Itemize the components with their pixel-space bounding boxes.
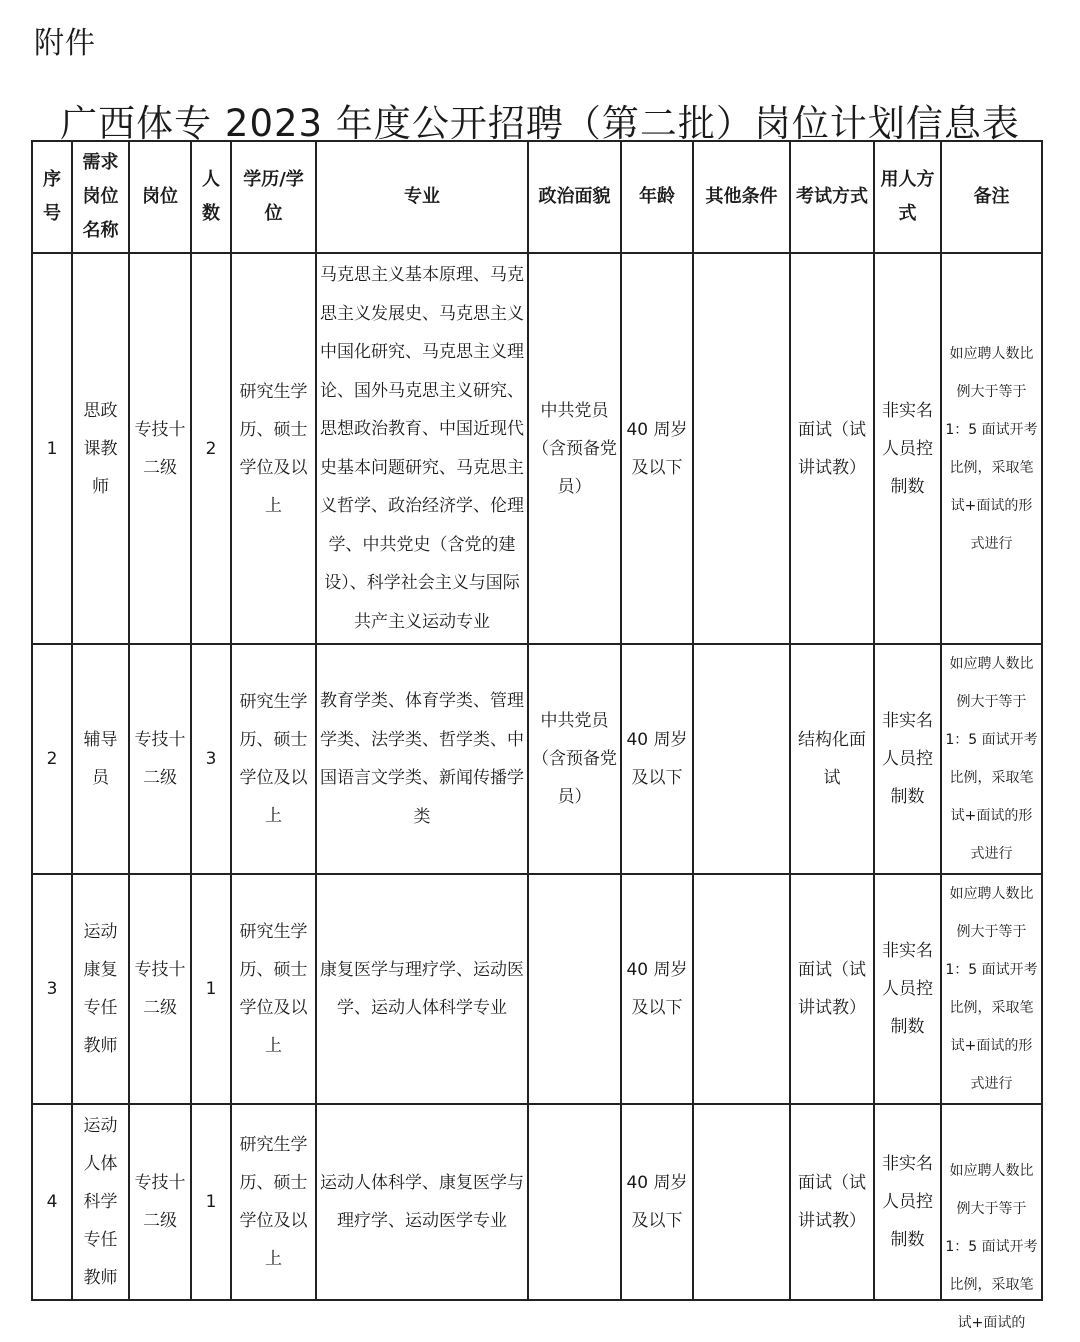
header-exam: 考试方式 <box>790 141 874 253</box>
cell-employment: 非实名人员控制数 <box>874 644 941 874</box>
cell-employment: 非实名人员控制数 <box>874 874 941 1104</box>
cell-post-name: 运动人体科学专任教师 <box>72 1104 129 1300</box>
cell-education: 研究生学历、硕士学位及以上 <box>231 644 316 874</box>
cell-seq: 1 <box>32 253 72 644</box>
header-politics: 政治面貌 <box>528 141 621 253</box>
header-seq: 序号 <box>32 141 72 253</box>
table-row <box>32 1104 1042 1300</box>
cell-post: 专技十二级 <box>129 874 191 1104</box>
cell-age: 40 周岁及以下 <box>621 1104 693 1300</box>
remark-text: 如应聘人数比例大于等于 1：5 面试开考比例，采取笔试+面试的 <box>945 1162 1038 1331</box>
header-post-name: 需求岗位名称 <box>72 141 129 253</box>
cell-politics <box>528 1104 621 1300</box>
cell-seq: 4 <box>32 1104 72 1300</box>
cell-other <box>693 644 790 874</box>
cell-seq: 3 <box>32 874 72 1104</box>
cell-politics: 中共党员（含预备党员） <box>528 253 621 644</box>
cell-exam: 面试（试讲试教） <box>790 1104 874 1300</box>
cell-exam: 结构化面试 <box>790 644 874 874</box>
cell-seq: 2 <box>32 644 72 874</box>
cell-count: 3 <box>191 644 231 874</box>
cell-post: 专技十二级 <box>129 644 191 874</box>
remark-clip <box>944 1130 1039 1331</box>
cell-remark: 如应聘人数比例大于等于 1：5 面试开考比例，采取笔试+面试的形式进行 <box>941 253 1042 644</box>
table-row <box>32 874 1042 1104</box>
cell-age: 40 周岁及以下 <box>621 253 693 644</box>
table-header-row <box>32 141 1042 253</box>
cell-count: 1 <box>191 1104 231 1300</box>
cell-post-name: 辅导员 <box>72 644 129 874</box>
header-remark: 备注 <box>941 141 1042 253</box>
cell-politics: 中共党员（含预备党员） <box>528 644 621 874</box>
cell-post: 专技十二级 <box>129 253 191 644</box>
cell-education: 研究生学历、硕士学位及以上 <box>231 874 316 1104</box>
attachment-label: 附件 <box>34 26 96 61</box>
cell-age: 40 周岁及以下 <box>621 644 693 874</box>
header-other: 其他条件 <box>693 141 790 253</box>
cell-education: 研究生学历、硕士学位及以上 <box>231 1104 316 1300</box>
cell-age: 40 周岁及以下 <box>621 874 693 1104</box>
table-row <box>32 253 1042 644</box>
cell-other <box>693 253 790 644</box>
cell-major: 康复医学与理疗学、运动医学、运动人体科学专业 <box>316 874 528 1104</box>
cell-remark: 如应聘人数比例大于等于 1：5 面试开考比例，采取笔试+面试的形式进行 <box>941 644 1042 874</box>
cell-major: 教育学类、体育学类、管理学类、法学类、哲学类、中国语言文学类、新闻传播学类 <box>316 644 528 874</box>
cell-education: 研究生学历、硕士学位及以上 <box>231 253 316 644</box>
header-employment: 用人方式 <box>874 141 941 253</box>
header-major: 专业 <box>316 141 528 253</box>
cell-post-name: 思政课教师 <box>72 253 129 644</box>
cell-major: 运动人体科学、康复医学与理疗学、运动医学专业 <box>316 1104 528 1300</box>
cell-remark <box>941 1104 1042 1331</box>
cell-remark: 如应聘人数比例大于等于 1：5 面试开考比例，采取笔试+面试的形式进行 <box>941 874 1042 1104</box>
header-count: 人数 <box>191 141 231 253</box>
cell-exam: 面试（试讲试教） <box>790 253 874 644</box>
cell-major: 马克思主义基本原理、马克思主义发展史、马克思主义中国化研究、马克思主义理论、国外马克思主义研究、思想政治教育、中国近现代史基本问题研究、马克思主义哲学、政治经济学、伦理学、中共党史（含党的建设）、科学社会主义与国际共产主义运动专业 <box>316 253 528 644</box>
cell-post: 专技十二级 <box>129 1104 191 1300</box>
cell-count: 2 <box>191 253 231 644</box>
table-row <box>32 644 1042 874</box>
page-title: 广西体专 2023 年度公开招聘（第二批）岗位计划信息表 <box>60 101 1020 145</box>
cell-exam: 面试（试讲试教） <box>790 874 874 1104</box>
cell-other <box>693 1104 790 1300</box>
cell-employment: 非实名人员控制数 <box>874 1104 941 1300</box>
recruitment-plan-table <box>31 140 1043 1331</box>
header-age: 年龄 <box>621 141 693 253</box>
header-education: 学历/学位 <box>231 141 316 253</box>
cell-other <box>693 874 790 1104</box>
cell-employment: 非实名人员控制数 <box>874 253 941 644</box>
cell-politics <box>528 874 621 1104</box>
header-post: 岗位 <box>129 141 191 253</box>
cell-post-name: 运动康复专任教师 <box>72 874 129 1104</box>
cell-count: 1 <box>191 874 231 1104</box>
